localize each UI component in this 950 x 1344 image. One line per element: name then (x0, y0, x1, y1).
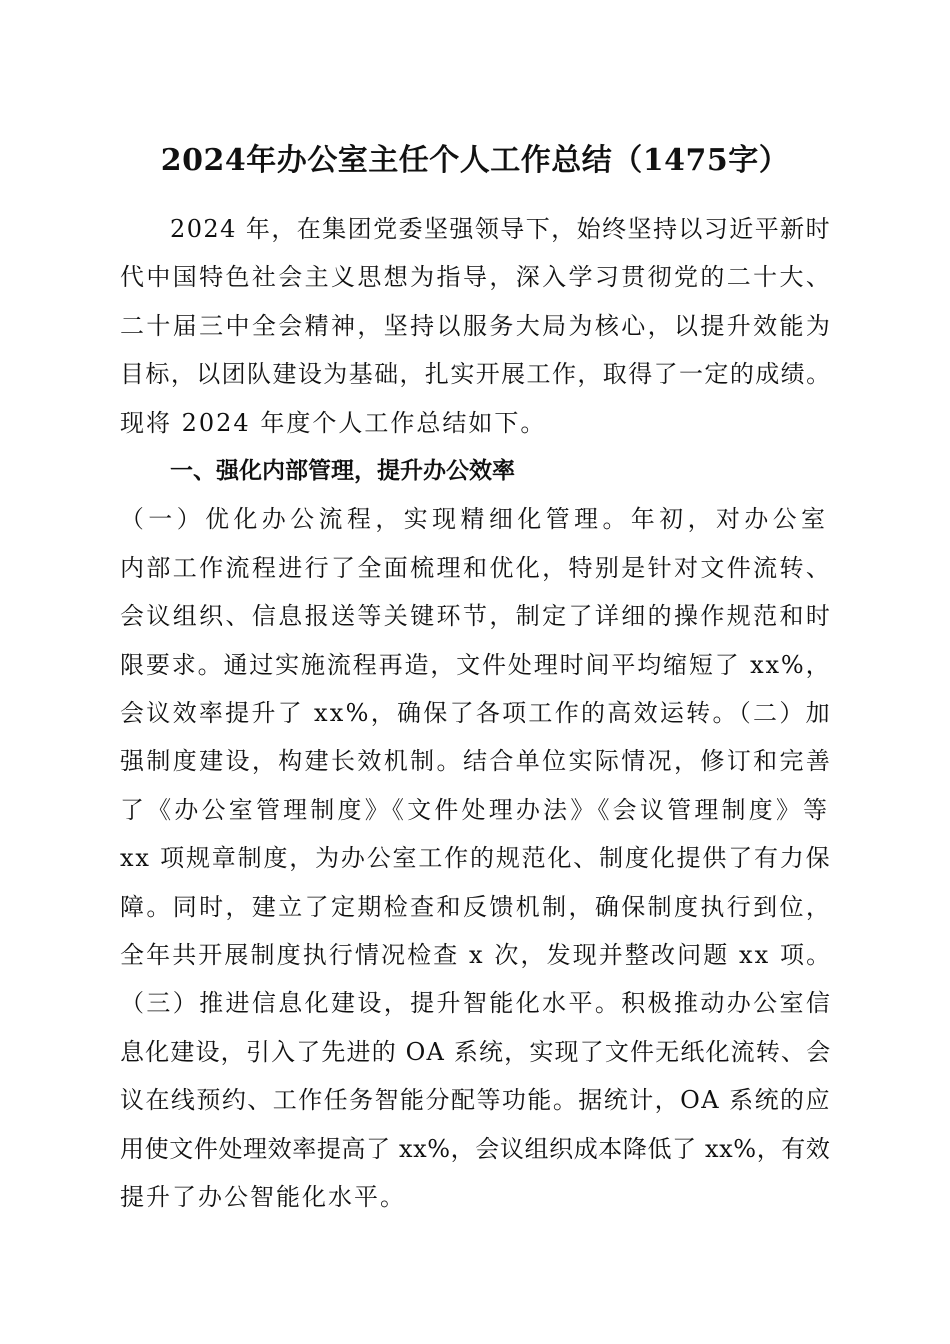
body-line: 会议组织、信息报送等关键环节，制定了详细的操作规范和时 (120, 602, 833, 631)
body-line: 二十届三中全会精神，坚持以服务大局为核心，以提升效能为 (120, 311, 833, 340)
body-line: xx 项规章制度，为办公室工作的规范化、制度化提供了有力保 (120, 844, 832, 873)
body-line: （一）优化办公流程，实现精细化管理。年初，对办公室 (120, 505, 830, 534)
body-line: 代中国特色社会主义思想为指导，深入学习贯彻党的二十大、 (120, 263, 833, 292)
body-line: 障。同时，建立了定期检查和反馈机制，确保制度执行到位， (120, 892, 833, 921)
section-heading: 一、强化内部管理，提升办公效率 (170, 458, 515, 484)
body-line: 目标，以团队建设为基础，扎实开展工作，取得了一定的成绩。 (120, 360, 832, 389)
body-line: 会议效率提升了 xx%，确保了各项工作的高效运转。（二）加 (120, 699, 832, 727)
body-line: 现将 2024 年度个人工作总结如下。 (120, 408, 547, 437)
body-line: 用使文件处理效率提高了 xx%，会议组织成本降低了 xx%，有效 (120, 1134, 831, 1163)
body-line: 2024 年，在集团党委坚强领导下，始终坚持以习近平新时 (170, 215, 832, 243)
body-line: 息化建设，引入了先进的 OA 系统，实现了文件无纸化流转、会 (120, 1037, 832, 1066)
document-title (0, 138, 950, 184)
body-line: 强制度建设，构建长效机制。结合单位实际情况，修订和完善 (120, 747, 833, 776)
body-line: 内部工作流程进行了全面梳理和优化，特别是针对文件流转、 (120, 553, 833, 582)
body-line: 议在线预约、工作任务智能分配等功能。据统计，OA 系统的应 (120, 1086, 831, 1115)
body-line: 提升了办公智能化水平。 (120, 1183, 406, 1211)
body-line: 了《办公室管理制度》《文件处理办法》《会议管理制度》等 (120, 795, 831, 824)
body-line: 全年共开展制度执行情况检查 x 次，发现并整改问题 xx 项。 (120, 941, 833, 969)
body-line: （三）推进信息化建设，提升智能化水平。积极推动办公室信 (120, 989, 833, 1018)
document-title-text: 2024年办公室主任个人工作总结（1475字） (160, 143, 790, 178)
body-line: 限要求。通过实施流程再造，文件处理时间平均缩短了 xx%， (120, 650, 832, 679)
